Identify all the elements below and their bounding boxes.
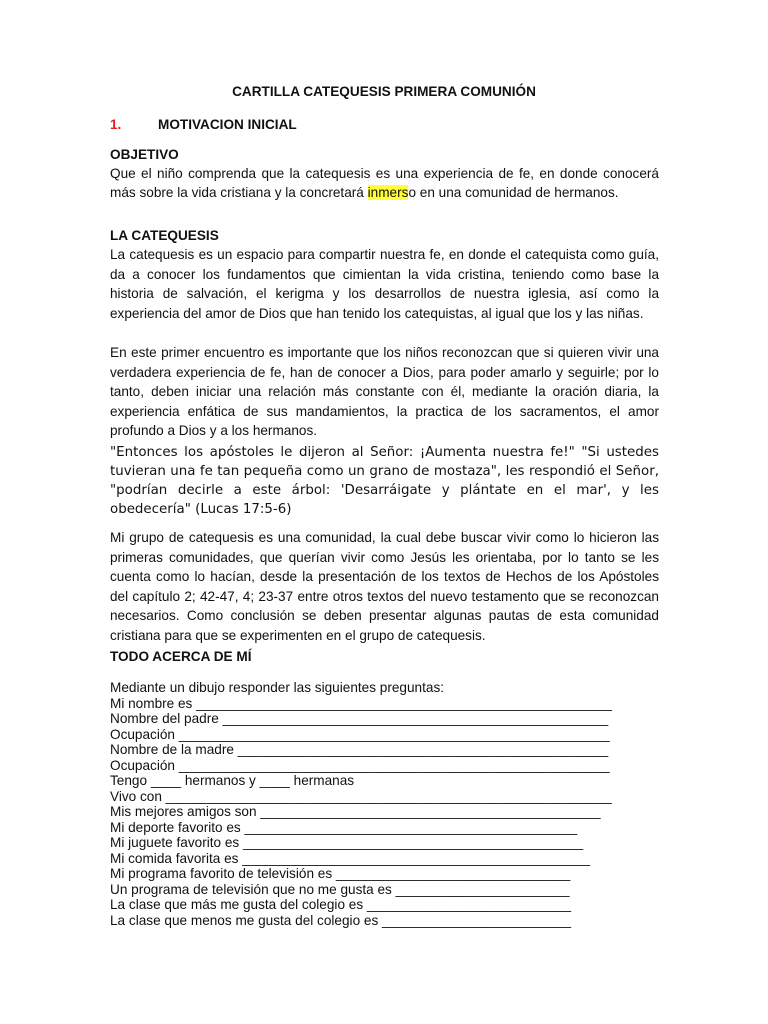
form-line-programa-favorito[interactable]: Mi programa favorito de televisión es _______________________________ xyxy=(110,866,571,881)
section-number: 1. xyxy=(110,117,122,132)
objetivo-text xyxy=(110,164,659,202)
catequesis-paragraph-3-block xyxy=(110,528,659,645)
catequesis-paragraph-3: Mi grupo de catequesis es una comunidad, la cual debe buscar vivir como lo hicieron las primeras comunidades, que querían vivir como Jesús les orientaba, por lo tanto se les cuenta como lo hacían, desde la presentación de los textos de Hechos de los Apóstoles del capítulo 2; 42-47, 4; 23-37 entre otros textos del nuevo testamento que se reconozcan necesarios. Como conclusión se deben presentar algunas pautas de esta comunidad cristiana para que se experimenten en el grupo de catequesis. xyxy=(110,530,659,643)
quote-block xyxy=(110,443,659,519)
form-line-nombre[interactable]: Mi nombre es _______________________________________________________ xyxy=(110,695,612,711)
form-line-ocupacion-padre[interactable]: Ocupación _________________________________________________________ xyxy=(110,726,610,742)
todo-heading: TODO ACERCA DE MÍ xyxy=(110,649,252,664)
objetivo-text-before: Que el niño comprenda que la catequesis es una experiencia de fe, en donde conocerá más sobre la vida cristiana y la concretará xyxy=(110,166,659,200)
section-heading xyxy=(110,117,297,132)
todo-heading-block xyxy=(110,648,659,666)
catequesis-paragraph-1: La catequesis es un espacio para compartir nuestra fe, en donde el catequista como guía, da a conocer los fundamentos que cimientan la vida cristina, teniendo como base la historia de salvación, el kerigma y los desarrollos de nuestra iglesia, así como la experiencia del amor de Dios que han tenido los catequistas, al igual que los y las niñas. xyxy=(110,247,659,321)
questionnaire xyxy=(110,680,659,928)
form-line-nombre-madre[interactable]: Nombre de la madre _________________________________________________ xyxy=(110,742,609,757)
form-line-nombre-padre[interactable]: Nombre del padre ___________________________________________________ xyxy=(110,711,609,726)
bible-quote: "Entonces los apóstoles le dijeron al Señor: ¡Aumenta nuestra fe!" "Si ustedes tuvieran una fe tan pequeña como un grano de mostaza", les respondió el Señor, "podrían decirle a este árbol: 'Desarráigate y plántate en el mar', y les obedecería" (Lucas 17:5-6) xyxy=(110,445,659,517)
catequesis-heading: LA CATEQUESIS xyxy=(110,228,219,243)
document-title: CARTILLA CATEQUESIS PRIMERA COMUNIÓN xyxy=(232,84,536,99)
form-line-hermanos[interactable]: Tengo ____ hermanos y ____ hermanas xyxy=(110,773,355,788)
highlighted-word: inmers xyxy=(367,185,409,200)
objetivo-heading: OBJETIVO xyxy=(110,147,179,162)
form-line-deporte[interactable]: Mi deporte favorito es ____________________________________________ xyxy=(110,819,578,835)
objetivo-block xyxy=(110,146,659,202)
catequesis-paragraph-2-block xyxy=(110,343,659,441)
form-line-vivo-con[interactable]: Vivo con ___________________________________________________________ xyxy=(110,788,612,804)
form-line-amigos[interactable]: Mis mejores amigos son _____________________________________________ xyxy=(110,804,601,819)
form-line-ocupacion-madre[interactable]: Ocupación _________________________________________________________ xyxy=(110,757,610,773)
objetivo-text-after: o en una comunidad de hermanos. xyxy=(408,185,619,200)
form-line-juguete[interactable]: Mi juguete favorito es _____________________________________________ xyxy=(110,835,584,850)
form-line-clase-favorita[interactable]: La clase que más me gusta del colegio es ___________________________ xyxy=(110,897,572,912)
catequesis-paragraph-2: En este primer encuentro es importante que los niños reconozcan que si quieren vivir una verdadera experiencia de fe, han de conocer a Dios, para poder amarlo y seguirle; por lo tanto, deben iniciar una relación más constante con él, mediante la oración diaria, la experiencia enfática de sus mandamientos, la practica de los sacramentos, el amor profundo a Dios y a los hermanos. xyxy=(110,345,659,438)
form-line-comida[interactable]: Mi comida favorita es ______________________________________________ xyxy=(110,850,590,866)
questionnaire-intro: Mediante un dibujo responder las siguientes preguntas: xyxy=(110,680,445,695)
catequesis-block xyxy=(110,227,659,323)
form-line-programa-no-gusta[interactable]: Un programa de televisión que no me gusta es _______________________ xyxy=(110,881,570,897)
section-label: MOTIVACION INICIAL xyxy=(158,117,297,132)
form-line-clase-menos[interactable]: La clase que menos me gusta del colegio es _________________________ xyxy=(110,912,572,928)
